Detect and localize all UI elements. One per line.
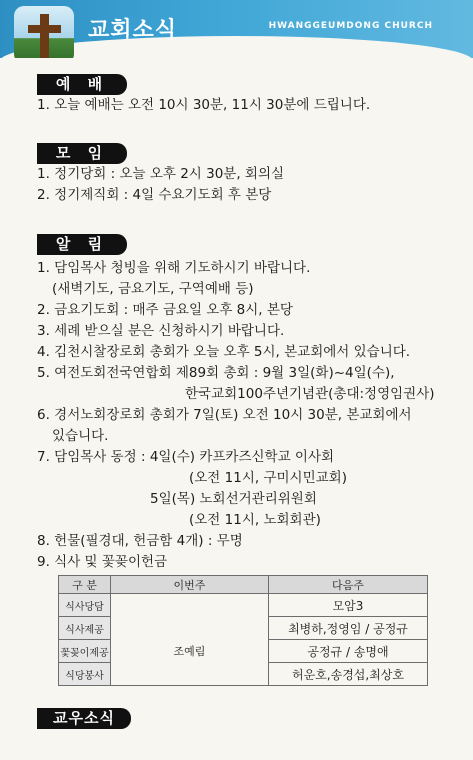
table-row-label: 식사당담	[59, 594, 111, 617]
church-name: HWANGGEUMDONG CHURCH	[268, 21, 433, 31]
notice-line: 2. 금요기도회 : 매주 금요일 오후 8시, 본당	[37, 302, 293, 318]
notice-line: 5. 여전도회전국연합회 제89회 총회 : 9월 3일(화)~4일(수),	[37, 365, 395, 381]
notice-line: 한국교회100주년기념관(총대:정영임권사)	[185, 386, 435, 402]
meeting-item: 1. 정기당회 : 오늘 오후 2시 30분, 회의실	[37, 166, 285, 182]
table-cell: 최병하,정영임 / 공정규	[269, 617, 428, 640]
meal-table	[58, 575, 428, 686]
notice-line: (오전 11시, 구미시민교회)	[189, 470, 347, 486]
section-label-staff-news: 교우소식	[37, 708, 131, 729]
page-title: 교회소식	[88, 18, 178, 43]
table-row	[59, 663, 428, 686]
notice-line: 7. 담임목사 동정 : 4일(수) 카프카즈신학교 이사회	[37, 449, 335, 465]
notice-line: (오전 11시, 노회회관)	[189, 512, 321, 528]
worship-item: 1. 오늘 예배는 오전 10시 30분, 11시 30분에 드립니다.	[37, 97, 371, 113]
table-header: 다음주	[269, 576, 428, 594]
table-row-label: 식당봉사	[59, 663, 111, 686]
notice-line: 9. 식사 및 꽃꽂이헌금	[37, 554, 168, 570]
meeting-item: 2. 정기제직회 : 4일 수요기도회 후 본당	[37, 187, 272, 203]
cross-logo-icon	[14, 6, 74, 58]
notice-line: 6. 경서노회장로회 총회가 7일(토) 오전 10시 30분, 본교회에서	[37, 407, 412, 423]
notice-line: 3. 세례 받으실 분은 신청하시기 바랍니다.	[37, 323, 285, 339]
table-cell	[111, 594, 269, 617]
table-header-row	[59, 576, 428, 594]
notice-line: (새벽기도, 금요기도, 구역예배 등)	[52, 281, 254, 297]
notice-line: 5일(목) 노회선거관리위원회	[150, 491, 317, 507]
table-cell: 모암3	[269, 594, 428, 617]
table-cell: 공정규 / 송명애	[269, 640, 428, 663]
table-cell	[111, 663, 269, 686]
table-cell	[111, 617, 269, 640]
table-row-label: 식사제공	[59, 617, 111, 640]
notice-line: 1. 담임목사 청빙을 위해 기도하시기 바랍니다.	[37, 260, 311, 276]
notice-line: 있습니다.	[52, 428, 109, 444]
table-cell: 허운호,송경섭,최상호	[269, 663, 428, 686]
section-label-notices: 알 림	[37, 234, 127, 255]
section-label-worship: 예 배	[37, 74, 127, 95]
table-header: 구 분	[59, 576, 111, 594]
notice-line: 8. 헌물(필경대, 헌금함 4개) : 무명	[37, 533, 243, 549]
notice-line: 4. 김천시찰장로회 총회가 오늘 오후 5시, 본교회에서 있습니다.	[37, 344, 411, 360]
table-row	[59, 617, 428, 640]
table-header: 이번주	[111, 576, 269, 594]
table-row-label: 꽃꽂이제공	[59, 640, 111, 663]
table-cell: 조예림	[111, 640, 269, 663]
table-row	[59, 594, 428, 617]
table-row	[59, 640, 428, 663]
section-label-meetings: 모 임	[37, 143, 127, 164]
header-banner	[0, 0, 473, 58]
